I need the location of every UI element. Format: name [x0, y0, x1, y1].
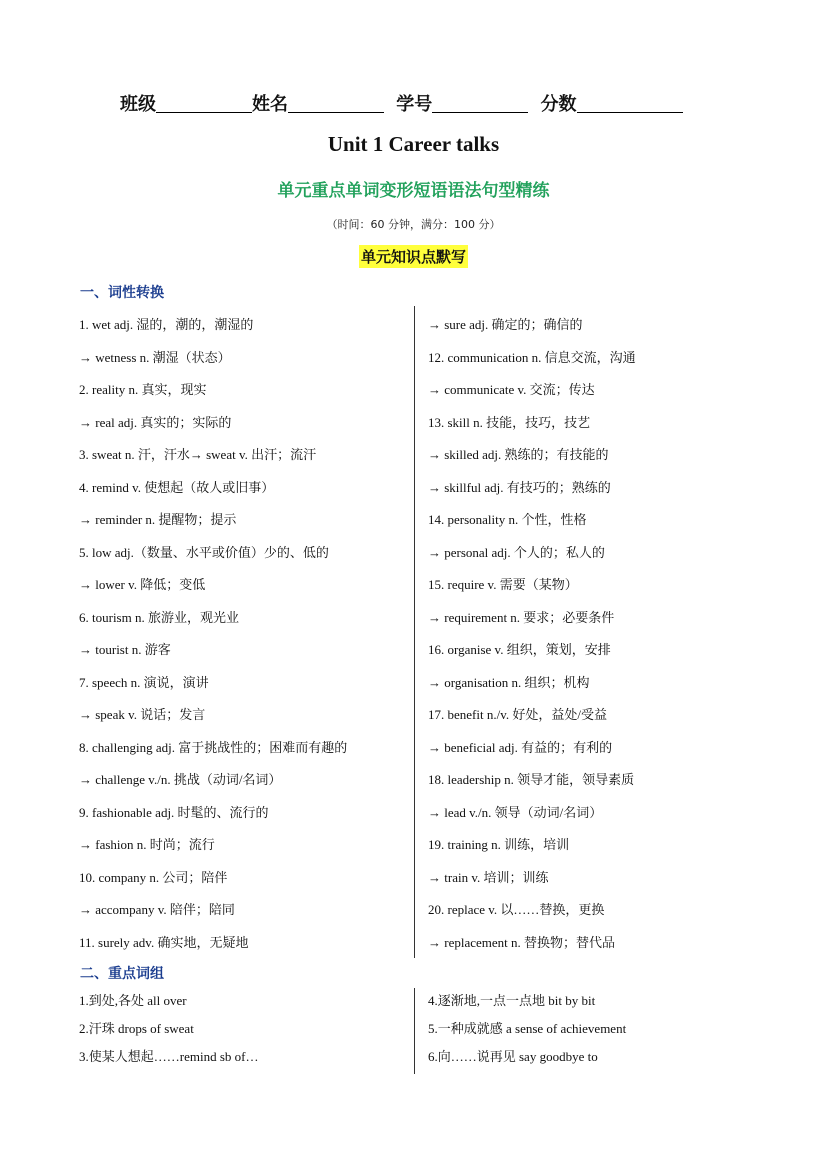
list-item: 6. tourism n. 旅游业，观光业	[79, 610, 239, 625]
page-subtitle: 单元重点单词变形短语语法句型精练	[277, 181, 550, 201]
list-item: 13. skill n. 技能，技巧，技艺	[428, 415, 591, 430]
list-item: 5.一种成就感 a sense of achievement	[428, 1021, 627, 1036]
list-item: → lead v./n. 领导（动词/名词）	[428, 805, 603, 820]
highlight-text: 单元知识点默写	[359, 245, 468, 268]
list-item: 3. sweat n. 汗，汗水→ sweat v. 出汗；流汗	[79, 447, 317, 462]
list-item: 11. surely adv. 确实地，无疑地	[79, 935, 249, 950]
list-item: 1. wet adj. 湿的，潮的，潮湿的	[79, 317, 254, 332]
section2-heading: 二、重点词组	[80, 966, 164, 982]
list-item: → reminder n. 提醒物；提示	[79, 512, 237, 527]
list-item: 2. reality n. 真实，现实	[79, 382, 207, 397]
list-item: 1.到处,各处 all over	[79, 993, 187, 1008]
score-label: 分数	[540, 94, 577, 115]
list-item: → fashion n. 时尚；流行	[79, 837, 215, 852]
list-item: 10. company n. 公司；陪伴	[79, 870, 228, 885]
list-item: → speak v. 说话；发言	[79, 707, 206, 722]
list-item: → skillful adj. 有技巧的；熟练的	[428, 480, 611, 495]
list-item: 19. training n. 训练，培训	[428, 837, 570, 852]
list-item: 18. leadership n. 领导才能，领导素质	[428, 772, 635, 787]
list-item: → beneficial adj. 有益的；有利的	[428, 740, 613, 755]
list-item: 7. speech n. 演说，演讲	[79, 675, 209, 690]
list-item: → accompany v. 陪伴；陪同	[79, 902, 235, 917]
list-item: 4.逐渐地,一点一点地 bit by bit	[428, 993, 596, 1008]
list-item: → communicate v. 交流；传达	[428, 382, 595, 397]
list-item: 4. remind v. 使想起（故人或旧事）	[79, 480, 275, 495]
list-item: 3.使某人想起……remind sb of…	[79, 1049, 259, 1064]
class-label: 班级	[120, 94, 156, 115]
list-item: → challenge v./n. 挑战（动词/名词）	[79, 772, 282, 787]
list-item: 5. low adj.（数量、水平或价值）少的、低的	[79, 545, 329, 560]
list-item: → organisation n. 组织；机构	[428, 675, 590, 690]
class-blank[interactable]	[156, 92, 252, 113]
name-label: 姓名	[252, 94, 288, 115]
page-title: Unit 1 Career talks	[327, 132, 500, 156]
list-item: → real adj. 真实的；实际的	[79, 415, 232, 430]
list-item: → requirement n. 要求；必要条件	[428, 610, 615, 625]
list-item: 17. benefit n./v. 好处，益处/受益	[428, 707, 607, 722]
list-item: 20. replace v. 以……替换，更换	[428, 902, 605, 917]
id-label: 学号	[396, 94, 433, 115]
score-blank[interactable]	[577, 92, 683, 113]
list-item: → lower v. 降低；变低	[79, 577, 206, 592]
list-item: 9. fashionable adj. 时髦的、流行的	[79, 805, 269, 820]
list-item: → train v. 培训；训练	[428, 870, 549, 885]
list-item: → replacement n. 替换物；替代品	[428, 935, 616, 950]
section2-divider	[414, 988, 415, 1074]
list-item: → tourist n. 游客	[79, 642, 171, 657]
list-item: → personal adj. 个人的；私人的	[428, 545, 605, 560]
list-item: 16. organise v. 组织，策划，安排	[428, 642, 611, 657]
list-item: → sure adj. 确定的；确信的	[428, 317, 583, 332]
list-item: → wetness n. 潮湿（状态）	[79, 350, 231, 365]
list-item: 6.向……说再见 say goodbye to	[428, 1049, 598, 1064]
highlight-banner	[0, 245, 827, 268]
name-blank[interactable]	[288, 92, 384, 113]
list-item: 2.汗珠 drops of sweat	[79, 1021, 194, 1036]
section1-divider	[414, 306, 415, 958]
list-item: 14. personality n. 个性，性格	[428, 512, 587, 527]
list-item: → skilled adj. 熟练的；有技能的	[428, 447, 609, 462]
student-info-line	[120, 90, 720, 116]
section1-heading: 一、词性转换	[80, 285, 164, 301]
id-blank[interactable]	[432, 92, 528, 113]
list-item: 12. communication n. 信息交流，沟通	[428, 350, 636, 365]
timing-note: （时间：60 分钟，满分：100 分）	[326, 218, 501, 231]
list-item: 8. challenging adj. 富于挑战性的；困难而有趣的	[79, 740, 348, 755]
list-item: 15. require v. 需要（某物）	[428, 577, 578, 592]
